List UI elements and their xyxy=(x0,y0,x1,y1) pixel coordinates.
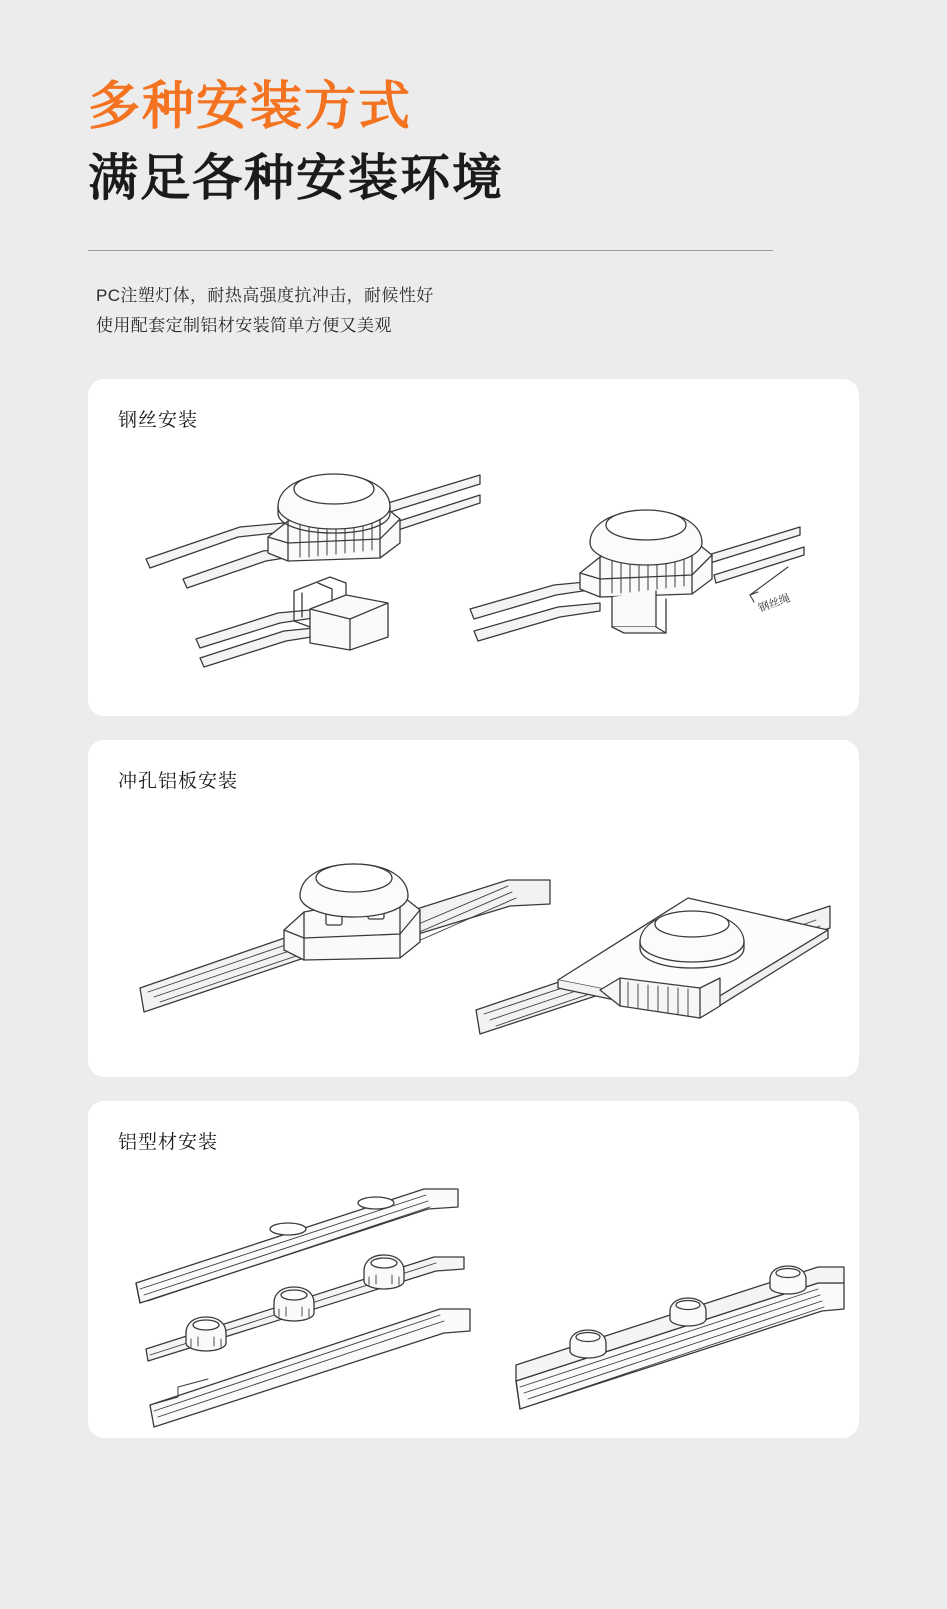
perforated-plate-illustration xyxy=(88,792,859,1077)
header-divider xyxy=(88,250,773,251)
aluminium-profile-diagram-icon xyxy=(88,1153,859,1438)
annotation-steel-wire: 钢丝绳 xyxy=(756,591,793,615)
card-title-aluminium-profile-mount: 铝型材安装 xyxy=(118,1131,219,1153)
wire-mount-diagram-icon xyxy=(88,431,859,716)
description-line-1: PC注塑灯体，耐热高强度抗冲击，耐候性好 xyxy=(96,286,434,306)
list-item xyxy=(88,1101,859,1438)
card-title-wire-mount: 钢丝安装 xyxy=(118,409,199,431)
wire-mount-illustration xyxy=(88,431,859,716)
page-title: 多种安装方式 xyxy=(88,78,413,136)
header-description xyxy=(96,281,947,341)
page-header xyxy=(0,0,947,341)
page-subtitle: 满足各种安装环境 xyxy=(88,150,504,207)
aluminium-profile-illustration xyxy=(88,1153,859,1438)
description-line-2: 使用配套定制铝材安装简单方便又美观 xyxy=(96,315,392,335)
card-title-perforated-plate-mount: 冲孔铝板安装 xyxy=(118,770,239,792)
perforated-plate-diagram-icon xyxy=(88,792,859,1077)
list-item xyxy=(88,740,859,1077)
list-item xyxy=(88,379,859,716)
mounting-cards-list xyxy=(0,379,947,1438)
